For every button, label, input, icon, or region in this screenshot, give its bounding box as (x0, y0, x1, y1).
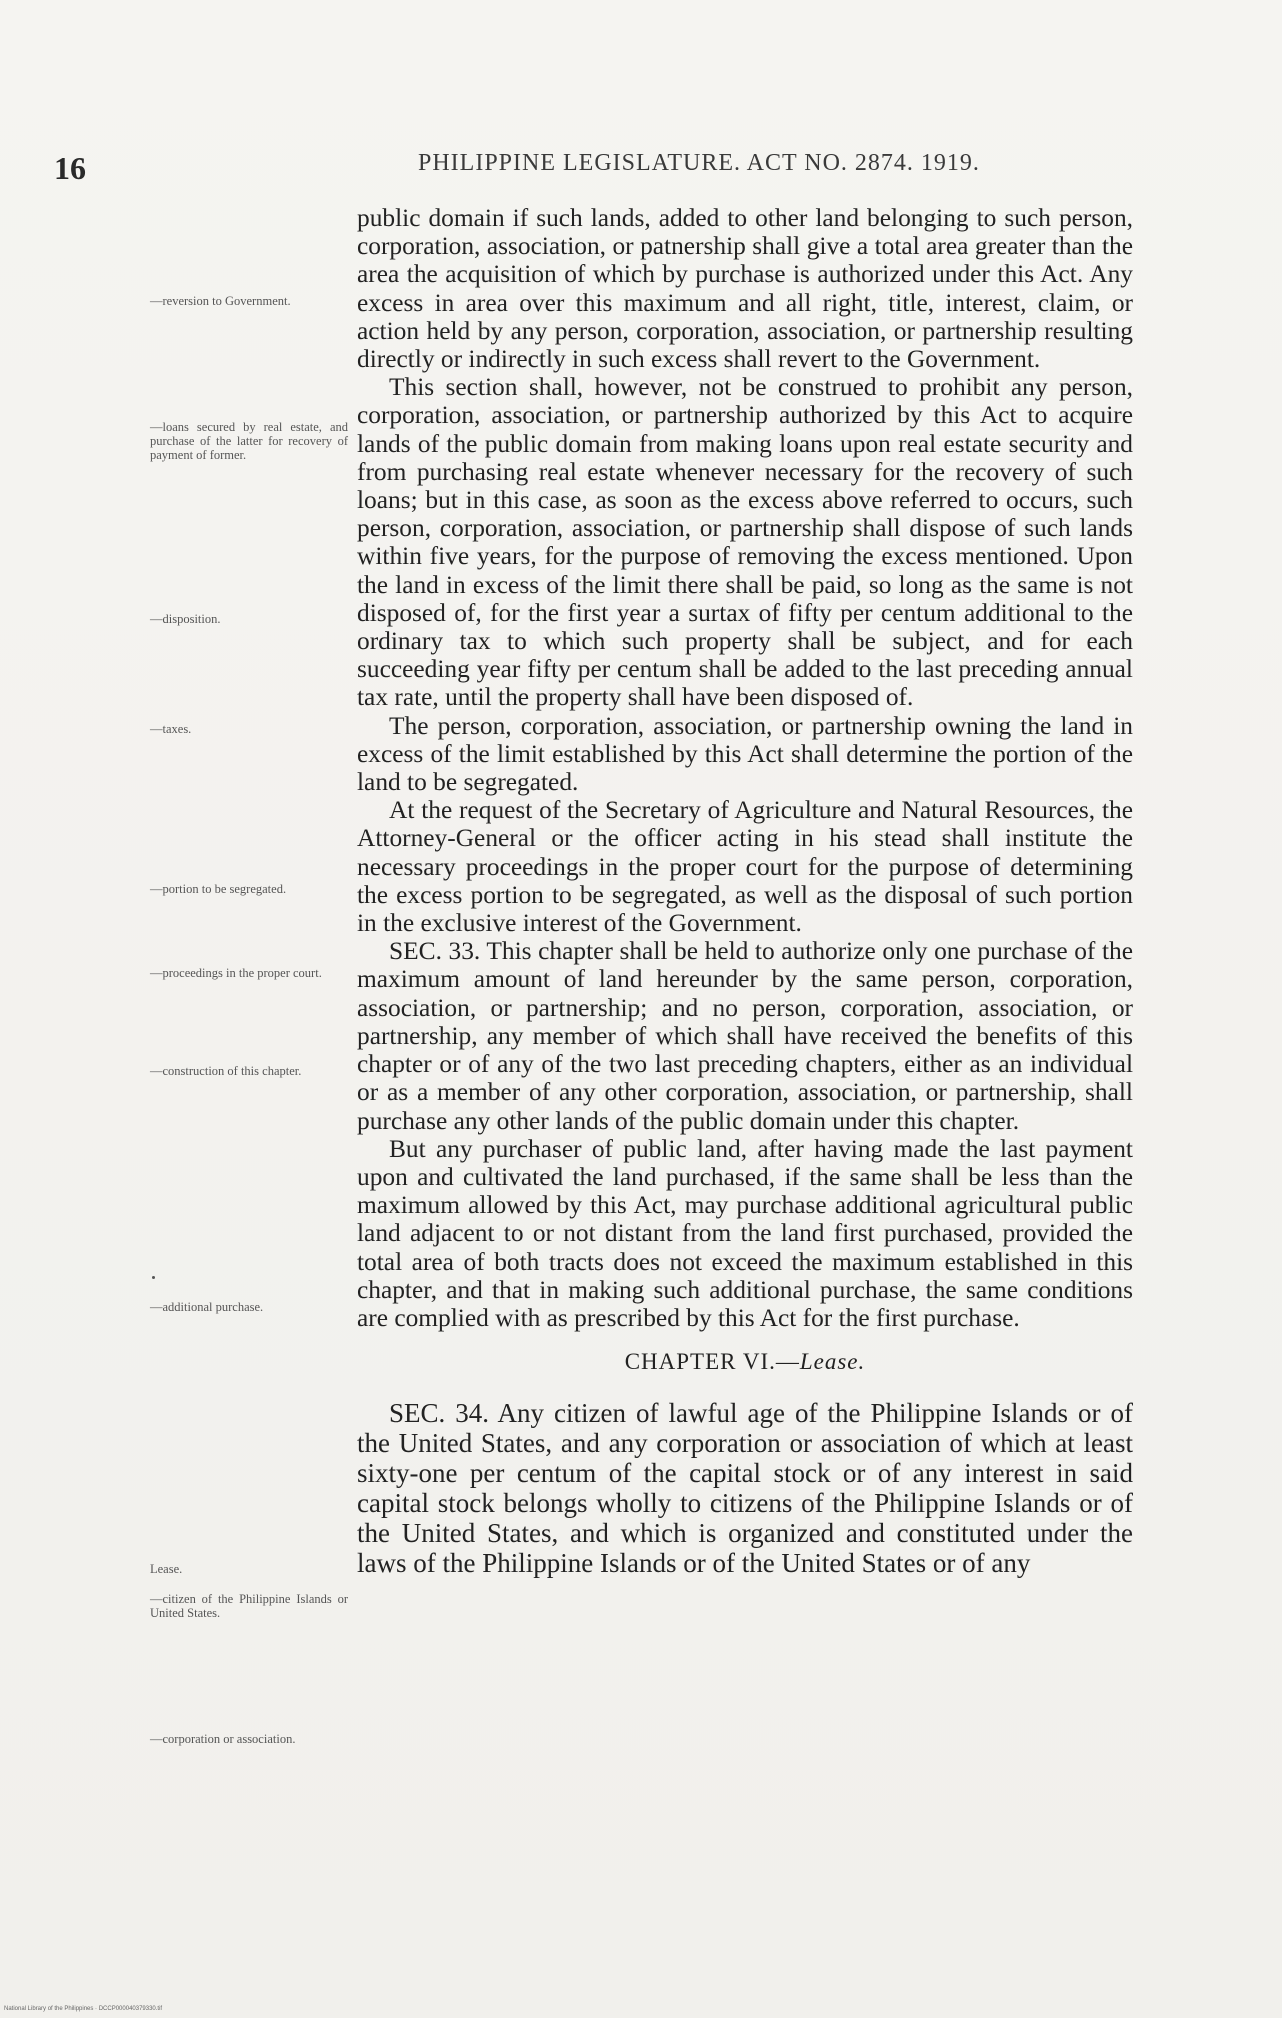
paragraph: SEC. 33. This chapter shall be held to authorize only one purchase of the maximum amount of land hereunder by the same person, corporation, association, or partnership; and no person, corporation, association, or partnership, any member of which shall have received the benefits of this chapter or of any of the two last preceding chapters, either as an individual or as a member of any other corporation, association, or partnership, shall purchase any other lands of the public domain under this chapter. (357, 937, 1133, 1135)
margin-note-disposition: —disposition. (150, 612, 221, 626)
chapter-title: Lease. (799, 1349, 866, 1375)
chapter-heading (357, 1348, 1133, 1376)
section-34-paragraph: SEC. 34. Any citizen of lawful age of the Philippine Islands or of the United States, and any corporation or association of which at least sixty-one per centum of the capital stock or of any interest in said capital stock belongs wholly to citizens of the Philippine Islands or of the United States, and which is organized and constituted under the laws of the Philippine Islands or of the United States or of any (357, 1398, 1133, 1579)
paragraph: The person, corporation, association, or partnership owning the land in excess of the limit established by this Act shall determine the portion of the land to be segregated. (357, 711, 1133, 797)
paragraph: At the request of the Secretary of Agriculture and Natural Resources, the Attorney-General or the officer acting in his stead shall institute the necessary proceedings in the proper court for the purpose of determining the excess portion to be segregated, as well as the disposal of such portion in the exclusive interest of the Government. (357, 796, 1133, 938)
margin-note-loans: —loans secured by real estate, and purchase of the latter for recovery of payment of former. (150, 420, 348, 462)
scan-footer: National Library of the Philippines · DCCP000040379330.tif (4, 2006, 163, 2012)
body-text (357, 204, 1133, 1578)
chapter-label: CHAPTER VI.— (624, 1349, 800, 1375)
margin-note-taxes: —taxes. (150, 722, 192, 736)
margin-note-proceedings: —proceedings in the proper court. (150, 966, 322, 980)
margin-note-construction: —construction of this chapter. (150, 1064, 302, 1078)
paragraph: This section shall, however, not be construed to prohibit any person, corporation, association, or partnership authorized by this Act to acquire lands of the public domain from making loans upon real estate security and from purchasing real estate whenever necessary for the recovery of such loans; but in this case, as soon as the excess above referred to occurs, such person, corporation, association, or partnership shall dispose of such lands within five years, for the purpose of removing the excess mentioned. Upon the land in excess of the limit there shall be paid, so long as the same is not disposed of, for the first year a surtax of fifty per centum additional to the ordinary tax to which such property shall be subject, and for each succeeding year fifty per centum shall be added to the last preceding annual tax rate, until the property shall have been disposed of. (357, 373, 1133, 712)
margin-note-corporation: —corporation or association. (150, 1732, 296, 1746)
margin-note-portion: —portion to be segregated. (150, 882, 287, 896)
running-head: PHILIPPINE LEGISLATURE. ACT NO. 2874. 1919. (418, 150, 980, 176)
page-number: 16 (54, 150, 86, 186)
paragraph: public domain if such lands, added to other land belonging to such person, corporation, association, or patnership shall give a total area greater than the area the acquisition of which by purchase is authorized under this Act. Any excess in area over this maximum and all right, title, interest, claim, or action held by any person, corporation, association, or partnership resulting directly or indirectly in such excess shall revert to the Government. (357, 204, 1133, 374)
paragraph: But any purchaser of public land, after having made the last payment upon and cultivated the land purchased, if the same shall be less than the maximum allowed by this Act, may purchase additional agricultural public land adjacent to or not distant from the land first purchased, provided the total area of both tracts does not exceed the maximum established in this chapter, and that in making such additional purchase, the same conditions are complied with as prescribed by this Act for the first purchase. (357, 1134, 1133, 1332)
margin-note-citizen: —citizen of the Philippine Islands or United States. (150, 1592, 348, 1620)
stray-mark (152, 1276, 155, 1279)
margin-note-additional-purchase: —additional purchase. (150, 1300, 264, 1314)
margin-note-reversion: —reversion to Government. (150, 294, 291, 308)
margin-note-lease: Lease. (150, 1562, 183, 1576)
